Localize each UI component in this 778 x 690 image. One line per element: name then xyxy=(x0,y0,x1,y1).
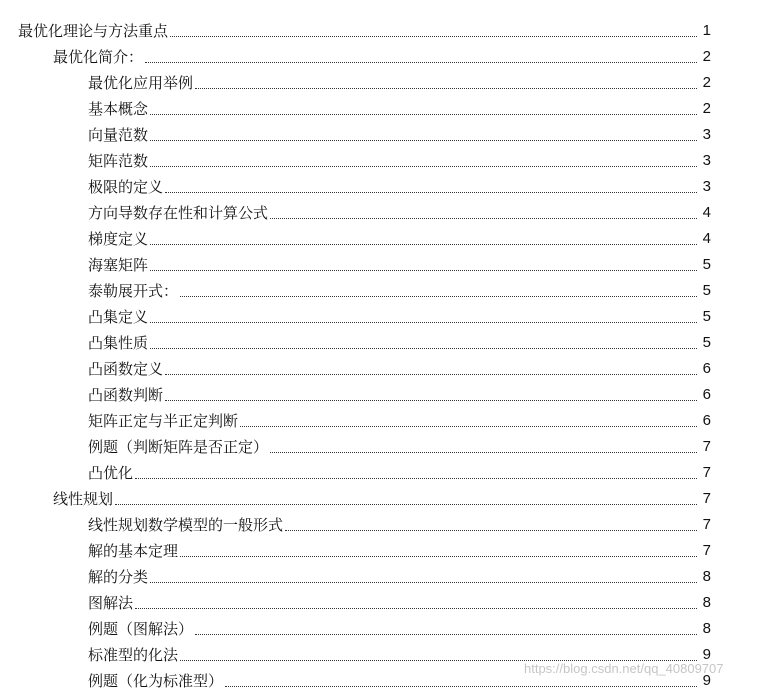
toc-dot-leader xyxy=(150,113,697,115)
toc-entry[interactable] xyxy=(0,222,778,248)
toc-entry[interactable] xyxy=(0,586,778,612)
toc-dot-leader xyxy=(170,35,697,37)
toc-entry-title[interactable]: 例题（图解法） xyxy=(88,620,194,638)
toc-entry[interactable] xyxy=(0,456,778,482)
toc-entry-title[interactable]: 线性规划 xyxy=(53,490,114,508)
toc-dot-leader xyxy=(180,295,697,297)
toc-dot-leader xyxy=(240,425,697,427)
toc-entry-title[interactable]: 图解法 xyxy=(88,594,134,612)
toc-entry[interactable] xyxy=(0,196,778,222)
toc-entry-page-number[interactable]: 3 xyxy=(702,178,711,195)
toc-entry-page-number[interactable]: 3 xyxy=(702,126,711,143)
toc-entry-page-number[interactable]: 4 xyxy=(702,204,711,221)
toc-entry[interactable] xyxy=(0,430,778,456)
toc-entry[interactable] xyxy=(0,274,778,300)
toc-dot-leader xyxy=(115,503,697,505)
toc-entry-title[interactable]: 矩阵范数 xyxy=(88,152,149,170)
toc-dot-leader xyxy=(180,659,697,661)
toc-entry-title[interactable]: 海塞矩阵 xyxy=(88,256,149,274)
toc-entry[interactable] xyxy=(0,66,778,92)
toc-entry-title[interactable]: 凸集性质 xyxy=(88,334,149,352)
toc-dot-leader xyxy=(285,529,697,531)
toc-dot-leader xyxy=(150,347,697,349)
toc-entry-page-number[interactable]: 8 xyxy=(702,568,711,585)
toc-entry[interactable] xyxy=(0,638,778,664)
toc-entry-title[interactable]: 最优化简介： xyxy=(53,48,144,66)
toc-entry-title[interactable]: 线性规划数学模型的一般形式 xyxy=(88,516,284,534)
toc-entry[interactable] xyxy=(0,612,778,638)
toc-entry-page-number[interactable]: 9 xyxy=(702,646,711,663)
toc-entry[interactable] xyxy=(0,40,778,66)
toc-entry-title[interactable]: 基本概念 xyxy=(88,100,149,118)
toc-dot-leader xyxy=(135,607,697,609)
toc-entry-page-number[interactable]: 7 xyxy=(702,542,711,559)
toc-entry-page-number[interactable]: 8 xyxy=(702,620,711,637)
toc-entry[interactable] xyxy=(0,404,778,430)
toc-entry-title[interactable]: 矩阵正定与半正定判断 xyxy=(88,412,239,430)
toc-dot-leader xyxy=(195,633,697,635)
toc-entry-title[interactable]: 极限的定义 xyxy=(88,178,164,196)
toc-dot-leader xyxy=(270,217,697,219)
toc-entry[interactable] xyxy=(0,118,778,144)
toc-dot-leader xyxy=(165,373,697,375)
toc-dot-leader xyxy=(195,87,697,89)
toc-entry-title[interactable]: 凸集定义 xyxy=(88,308,149,326)
toc-entry-page-number[interactable]: 7 xyxy=(702,464,711,481)
toc-entry[interactable] xyxy=(0,534,778,560)
toc-dot-leader xyxy=(150,243,697,245)
toc-entry-page-number[interactable]: 5 xyxy=(702,282,711,299)
toc-entry-title[interactable]: 解的基本定理 xyxy=(88,542,179,560)
toc-entry-page-number[interactable]: 2 xyxy=(702,100,711,117)
toc-entry[interactable] xyxy=(0,248,778,274)
toc-entry-page-number[interactable]: 6 xyxy=(702,412,711,429)
toc-entry-page-number[interactable]: 7 xyxy=(702,516,711,533)
toc-entry-title[interactable]: 凸函数判断 xyxy=(88,386,164,404)
toc-entry-title[interactable]: 方向导数存在性和计算公式 xyxy=(88,204,269,222)
toc-entry-title[interactable]: 泰勒展开式： xyxy=(88,282,179,300)
toc-entry-title[interactable]: 标准型的化法 xyxy=(88,646,179,664)
table-of-contents xyxy=(0,14,778,690)
toc-dot-leader xyxy=(150,165,697,167)
toc-entry[interactable] xyxy=(0,378,778,404)
toc-entry-title[interactable]: 向量范数 xyxy=(88,126,149,144)
toc-entry-title[interactable]: 解的分类 xyxy=(88,568,149,586)
toc-dot-leader xyxy=(165,399,697,401)
toc-dot-leader xyxy=(150,321,697,323)
toc-entry[interactable] xyxy=(0,664,778,690)
toc-entry-page-number[interactable]: 9 xyxy=(702,672,711,689)
toc-entry[interactable] xyxy=(0,326,778,352)
toc-dot-leader xyxy=(150,139,697,141)
toc-entry[interactable] xyxy=(0,92,778,118)
toc-dot-leader xyxy=(165,191,697,193)
toc-dot-leader xyxy=(270,451,697,453)
toc-entry[interactable] xyxy=(0,300,778,326)
toc-entry[interactable] xyxy=(0,560,778,586)
toc-entry-page-number[interactable]: 1 xyxy=(702,22,711,39)
toc-entry[interactable] xyxy=(0,14,778,40)
toc-entry-page-number[interactable]: 5 xyxy=(702,256,711,273)
toc-entry-page-number[interactable]: 8 xyxy=(702,594,711,611)
toc-dot-leader xyxy=(225,685,697,687)
toc-entry-page-number[interactable]: 4 xyxy=(702,230,711,247)
toc-entry-page-number[interactable]: 7 xyxy=(702,438,711,455)
toc-entry-title[interactable]: 梯度定义 xyxy=(88,230,149,248)
toc-entry-title[interactable]: 最优化应用举例 xyxy=(88,74,194,92)
watermark-text: https://blog.csdn.net/qq_40809707 xyxy=(524,661,724,676)
toc-entry-page-number[interactable]: 7 xyxy=(702,490,711,507)
toc-entry-page-number[interactable]: 2 xyxy=(702,74,711,91)
toc-entry-title[interactable]: 凸优化 xyxy=(88,464,134,482)
toc-dot-leader xyxy=(150,269,697,271)
toc-entry-page-number[interactable]: 6 xyxy=(702,360,711,377)
toc-entry-title[interactable]: 凸函数定义 xyxy=(88,360,164,378)
toc-entry-page-number[interactable]: 5 xyxy=(702,308,711,325)
toc-entry-page-number[interactable]: 5 xyxy=(702,334,711,351)
toc-dot-leader xyxy=(180,555,697,557)
toc-dot-leader xyxy=(150,581,697,583)
toc-entry-title[interactable]: 最优化理论与方法重点 xyxy=(18,22,169,40)
toc-entry[interactable] xyxy=(0,482,778,508)
toc-entry[interactable] xyxy=(0,144,778,170)
toc-entry-page-number[interactable]: 2 xyxy=(702,48,711,65)
toc-entry[interactable] xyxy=(0,508,778,534)
toc-dot-leader xyxy=(145,61,697,63)
toc-entry-page-number[interactable]: 6 xyxy=(702,386,711,403)
toc-entry-title[interactable]: 例题（判断矩阵是否正定） xyxy=(88,438,269,456)
toc-dot-leader xyxy=(135,477,697,479)
toc-entry[interactable] xyxy=(0,352,778,378)
toc-entry-page-number[interactable]: 3 xyxy=(702,152,711,169)
toc-entry-title[interactable]: 例题（化为标准型） xyxy=(88,672,224,690)
toc-entry[interactable] xyxy=(0,170,778,196)
